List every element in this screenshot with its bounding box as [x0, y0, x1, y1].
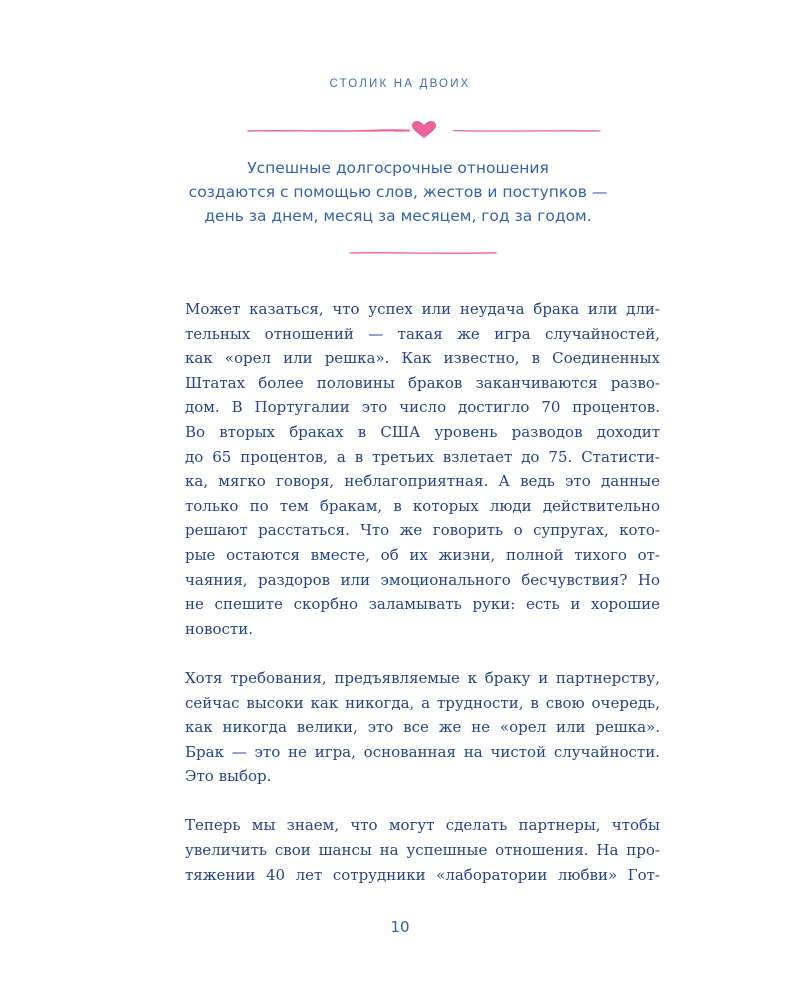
text-line: рые остаются вместе, об их жизни, полной тихого от-: [185, 545, 660, 564]
paragraph: [185, 666, 660, 789]
quote-line: создаются с помощью слов, жестов и поступков —: [188, 183, 608, 201]
text-line: Брак — это не игра, основанная на чистой случайности.: [185, 742, 660, 761]
body-text: [185, 297, 660, 912]
text-line: ка, мягко говоря, неблагоприятная. А ведь это данные: [185, 472, 660, 491]
text-line: только по тем бракам, в которых люди действительно: [185, 496, 660, 515]
text-line: Во вторых браках в США уровень разводов доходит: [185, 422, 660, 441]
text-line: Штатах более половины браков заканчиваются разво-: [185, 373, 660, 392]
text-line: как «орел или решка». Как известно, в Соединенных: [185, 349, 660, 368]
text-line: до 65 процентов, а в третьих взлетает до 75. Статисти-: [185, 447, 660, 466]
paragraph: [185, 813, 660, 887]
paragraph: [185, 297, 660, 641]
text-line: решают расстаться. Что же говорить о супругах, кото-: [185, 521, 660, 540]
text-line: Может казаться, что успех или неудача брака или дли-: [185, 300, 660, 318]
pull-quote: [150, 156, 646, 228]
heart-icon: [412, 121, 436, 138]
text-line: новости.: [185, 619, 253, 638]
text-line: тяжении 40 лет сотрудники «лаборатории любви» Гот-: [185, 865, 660, 884]
text-line: дом. В Португалии это число достигло 70 процентов.: [185, 398, 660, 417]
text-line: тельных отношений — такая же игра случайностей,: [185, 324, 660, 343]
text-line: как никогда велики, это все же не «орел или решка».: [185, 718, 660, 737]
quote-underline: [348, 248, 498, 258]
text-line: Это выбор.: [185, 767, 272, 786]
text-line: не спешите скорбно заламывать руки: есть и хорошие: [185, 595, 660, 614]
text-line: сейчас высоки как никогда, а трудности, в свою очередь,: [185, 693, 660, 712]
text-line: увеличить свои шансы на успешные отношения. На про-: [185, 841, 660, 860]
running-head: СТОЛИК НА ДВОИХ: [329, 78, 471, 90]
ornament-divider: [246, 118, 602, 142]
page-number: 10: [390, 918, 410, 936]
text-line: Теперь мы знаем, что могут сделать партнеры, чтобы: [185, 816, 660, 835]
text-line: Хотя требования, предъявляемые к браку и партнерству,: [185, 668, 660, 687]
quote-line: Успешные долгосрочные отношения: [247, 159, 549, 177]
quote-line: день за днем, месяц за месяцем, год за годом.: [204, 207, 592, 225]
text-line: чаяния, раздоров или эмоционального бесчувствия? Но: [185, 570, 660, 589]
